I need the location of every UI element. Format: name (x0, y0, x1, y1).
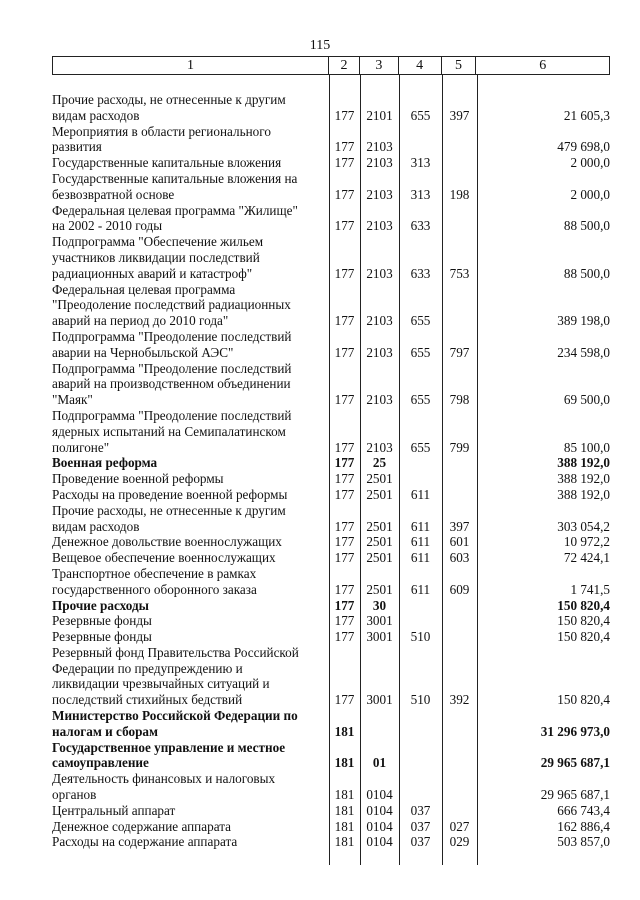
cell-col-4: 655 (410, 107, 431, 123)
table-row (52, 629, 610, 645)
table-row (52, 534, 610, 550)
cell-col-3: 01 (372, 755, 387, 771)
table-row (52, 566, 610, 598)
cell-col-3: 2103 (366, 439, 393, 455)
cell-col-4: 510 (410, 692, 431, 708)
row-name: Резервный фонд Правительства Российской Федерации по предупреждению и ликвидации чрезвычайных ситуаций и последствий стихийных бедствий (52, 644, 299, 708)
cell-col-3: 3001 (366, 692, 393, 708)
cell-col-4: 510 (410, 629, 431, 645)
cell-amount: 21 605,3 (563, 107, 610, 123)
row-name: Транспортное обеспечение в рамках государственного оборонного заказа (52, 565, 257, 597)
cell-col-4 (399, 771, 442, 803)
cell-col-5: 027 (449, 818, 470, 834)
cell-col-2: 177 (334, 613, 355, 629)
cell-col-3: 3001 (366, 629, 393, 645)
cell-amount: 234 598,0 (557, 344, 610, 360)
row-name: Вещевое обеспечение военнослужащих (52, 550, 276, 566)
cell-col-4: 611 (410, 581, 431, 597)
cell-col-2: 177 (334, 486, 355, 502)
cell-amount: 72 424,1 (563, 550, 610, 566)
row-name: Министерство Российской Федерации по налогам и сборам (52, 708, 298, 739)
cell-col-5 (442, 598, 477, 614)
cell-amount: 162 886,4 (557, 818, 610, 834)
header-col-2: 2 (329, 57, 360, 74)
cell-col-4: 313 (410, 186, 431, 202)
table-row (52, 455, 610, 471)
cell-col-4: 611 (410, 534, 431, 550)
cell-col-3: 2103 (366, 392, 393, 408)
cell-col-4 (399, 598, 442, 614)
cell-col-4 (399, 471, 442, 487)
row-name: Центральный аппарат (52, 802, 176, 818)
cell-amount: 388 192,0 (557, 486, 610, 502)
table-row (52, 503, 610, 535)
row-name: Расходы на проведение военной реформы (52, 486, 288, 502)
cell-col-5 (442, 455, 477, 471)
header-col-5: 5 (442, 57, 477, 74)
cell-col-3: 2501 (366, 518, 393, 534)
cell-col-2: 177 (334, 550, 355, 566)
table-row (52, 771, 610, 803)
row-name: Государственное управление и местное самоуправление (52, 739, 286, 771)
cell-amount: 388 192,0 (557, 471, 610, 487)
cell-col-2: 177 (334, 139, 355, 155)
cell-col-3: 2501 (366, 486, 393, 502)
table-row (52, 155, 610, 171)
table-row (52, 487, 610, 503)
cell-amount: 303 054,2 (557, 518, 610, 534)
cell-col-4: 633 (410, 218, 431, 234)
cell-amount: 150 820,4 (557, 692, 610, 708)
cell-col-4: 037 (410, 802, 431, 818)
page-number: 115 (309, 38, 331, 53)
table-row (52, 645, 610, 708)
cell-col-3: 0104 (366, 787, 393, 803)
cell-col-3: 2501 (366, 471, 393, 487)
table-row (52, 361, 610, 408)
row-name: Подпрограмма "Преодоление последствий аварии на Чернобыльской АЭС" (52, 328, 292, 360)
cell-amount: 69 500,0 (563, 392, 610, 408)
table-row (52, 92, 610, 124)
cell-amount: 1 741,5 (570, 581, 610, 597)
cell-col-5 (442, 487, 477, 503)
row-name: Проведение военной реформы (52, 471, 224, 487)
cell-col-2: 177 (334, 692, 355, 708)
row-name: Денежное довольствие военнослужащих (52, 534, 282, 550)
header-col-3: 3 (360, 57, 399, 74)
cell-col-2: 177 (334, 629, 355, 645)
cell-col-2: 177 (334, 186, 355, 202)
cell-col-3: 2103 (366, 155, 393, 171)
cell-col-2: 177 (334, 265, 355, 281)
cell-col-4: 313 (410, 155, 431, 171)
cell-col-5: 799 (449, 439, 470, 455)
cell-amount: 666 743,4 (557, 802, 610, 818)
table-row (52, 471, 610, 487)
cell-amount: 31 296 973,0 (540, 723, 610, 739)
cell-amount: 150 820,4 (557, 613, 610, 629)
cell-col-5: 753 (449, 265, 470, 281)
cell-col-5: 609 (449, 581, 470, 597)
cell-col-5: 798 (449, 392, 470, 408)
cell-col-5 (442, 471, 477, 487)
cell-col-4 (399, 124, 442, 156)
table-row (52, 203, 610, 235)
cell-col-3: 0104 (366, 834, 393, 850)
cell-col-3 (360, 708, 399, 740)
cell-col-3: 2501 (366, 550, 393, 566)
row-name: Резервные фонды (52, 613, 152, 629)
cell-amount: 150 820,4 (557, 597, 610, 613)
cell-amount: 29 965 687,1 (540, 787, 610, 803)
table-row (52, 708, 610, 740)
row-name: Деятельность финансовых и налоговых органов (52, 771, 276, 803)
table-row (52, 550, 610, 566)
cell-col-4: 611 (410, 486, 431, 502)
cell-col-4: 633 (410, 265, 431, 281)
cell-col-3: 2103 (366, 186, 393, 202)
row-name: Прочие расходы (52, 597, 149, 613)
cell-col-5 (442, 740, 477, 772)
cell-col-2: 177 (334, 455, 355, 471)
row-name: Подпрограмма "Обеспечение жильем участников ликвидации последствий радиационных аварий и катастроф" (52, 234, 264, 281)
cell-col-2: 177 (334, 344, 355, 360)
cell-col-3: 2103 (366, 313, 393, 329)
cell-col-2: 177 (334, 218, 355, 234)
cell-col-4: 655 (410, 344, 431, 360)
row-name: Прочие расходы, не отнесенные к другим видам расходов (52, 92, 286, 123)
table-row (52, 282, 610, 329)
table-row (52, 819, 610, 835)
cell-col-5 (442, 155, 477, 171)
cell-col-2: 181 (334, 818, 355, 834)
cell-col-3: 30 (372, 597, 387, 613)
cell-amount: 10 972,2 (563, 534, 610, 550)
cell-amount: 150 820,4 (557, 629, 610, 645)
cell-col-3: 0104 (366, 818, 393, 834)
row-name: Расходы на содержание аппарата (52, 834, 238, 850)
cell-col-3: 2103 (366, 344, 393, 360)
row-name: Резервные фонды (52, 629, 152, 645)
cell-col-2: 181 (334, 802, 355, 818)
row-name: Государственные капитальные вложения (52, 155, 282, 171)
cell-col-2: 181 (334, 755, 355, 771)
cell-col-2: 177 (334, 107, 355, 123)
cell-col-5 (442, 803, 477, 819)
header-col-4: 4 (399, 57, 442, 74)
row-name: Федеральная целевая программа "Преодоление последствий радиационных аварий на период до 2010 года" (52, 281, 291, 329)
cell-col-5: 397 (449, 107, 470, 123)
cell-col-3: 3001 (366, 613, 393, 629)
cell-amount: 2 000,0 (570, 155, 610, 171)
header-col-1: 1 (53, 57, 329, 74)
cell-amount: 479 698,0 (557, 139, 610, 155)
table-row (52, 803, 610, 819)
cell-col-4: 655 (410, 439, 431, 455)
cell-col-5: 029 (449, 834, 470, 850)
table-row (52, 408, 610, 455)
cell-col-5: 198 (449, 186, 470, 202)
cell-col-3: 2501 (366, 534, 393, 550)
cell-col-4: 655 (410, 392, 431, 408)
cell-col-2: 177 (334, 439, 355, 455)
cell-col-5 (442, 203, 477, 235)
table-header (52, 56, 610, 75)
cell-col-4: 611 (410, 550, 431, 566)
table-row (52, 613, 610, 629)
cell-col-2: 177 (334, 313, 355, 329)
cell-col-3: 2101 (366, 107, 393, 123)
row-name: Мероприятия в области регионального развития (52, 123, 271, 155)
cell-col-5 (442, 124, 477, 156)
table-row (52, 234, 610, 281)
cell-amount: 503 857,0 (557, 834, 610, 850)
table-row (52, 834, 610, 850)
cell-col-4: 655 (410, 313, 431, 329)
cell-col-4 (399, 613, 442, 629)
cell-col-2: 181 (334, 723, 355, 739)
row-name: Прочие расходы, не отнесенные к другим видам расходов (52, 502, 286, 534)
row-name: Военная реформа (52, 455, 158, 471)
cell-col-5 (442, 708, 477, 740)
table-row (52, 124, 610, 156)
cell-col-5: 603 (449, 550, 470, 566)
cell-amount: 388 192,0 (557, 455, 610, 471)
cell-col-4 (399, 455, 442, 471)
cell-col-2: 181 (334, 834, 355, 850)
cell-col-5: 601 (449, 534, 470, 550)
cell-col-2: 177 (334, 392, 355, 408)
cell-col-4 (399, 708, 442, 740)
cell-col-2: 177 (334, 471, 355, 487)
table-row (52, 598, 610, 614)
cell-col-5 (442, 282, 477, 329)
cell-col-2: 177 (334, 581, 355, 597)
cell-col-4: 611 (410, 518, 431, 534)
cell-col-4 (399, 740, 442, 772)
table-row (52, 329, 610, 361)
cell-col-4: 037 (410, 834, 431, 850)
cell-col-2: 181 (334, 787, 355, 803)
row-name: Федеральная целевая программа "Жилище" на 2002 - 2010 годы (52, 202, 298, 234)
table-row (52, 740, 610, 772)
cell-col-3: 0104 (366, 802, 393, 818)
cell-col-2: 177 (334, 518, 355, 534)
cell-col-3: 2103 (366, 265, 393, 281)
header-col-6: 6 (539, 58, 547, 73)
cell-col-3: 2103 (366, 139, 393, 155)
cell-amount: 389 198,0 (557, 313, 610, 329)
cell-amount: 2 000,0 (570, 186, 610, 202)
row-name: Подпрограмма "Преодоление последствий ядерных испытаний на Семипалатинском полигоне" (52, 407, 292, 455)
cell-amount: 88 500,0 (563, 218, 610, 234)
cell-col-3: 2103 (366, 218, 393, 234)
cell-amount: 29 965 687,1 (540, 755, 610, 771)
cell-col-2: 177 (334, 155, 355, 171)
cell-amount: 88 500,0 (563, 265, 610, 281)
cell-amount: 85 100,0 (563, 439, 610, 455)
cell-col-5 (442, 629, 477, 645)
cell-col-5 (442, 613, 477, 629)
row-name: Денежное содержание аппарата (52, 818, 231, 834)
cell-col-2: 177 (334, 597, 355, 613)
cell-col-5: 392 (449, 692, 470, 708)
cell-col-5: 397 (449, 518, 470, 534)
cell-col-3: 2501 (366, 581, 393, 597)
cell-col-5 (442, 771, 477, 803)
cell-col-3: 25 (372, 455, 387, 471)
cell-col-5: 797 (449, 344, 470, 360)
row-name: Подпрограмма "Преодоление последствий аварий на производственном объединении "Маяк" (52, 360, 292, 408)
cell-col-2: 177 (334, 534, 355, 550)
budget-table (52, 92, 610, 850)
cell-col-4: 037 (410, 818, 431, 834)
table-row (52, 171, 610, 203)
row-name: Государственные капитальные вложения на безвозвратной основе (52, 170, 298, 202)
